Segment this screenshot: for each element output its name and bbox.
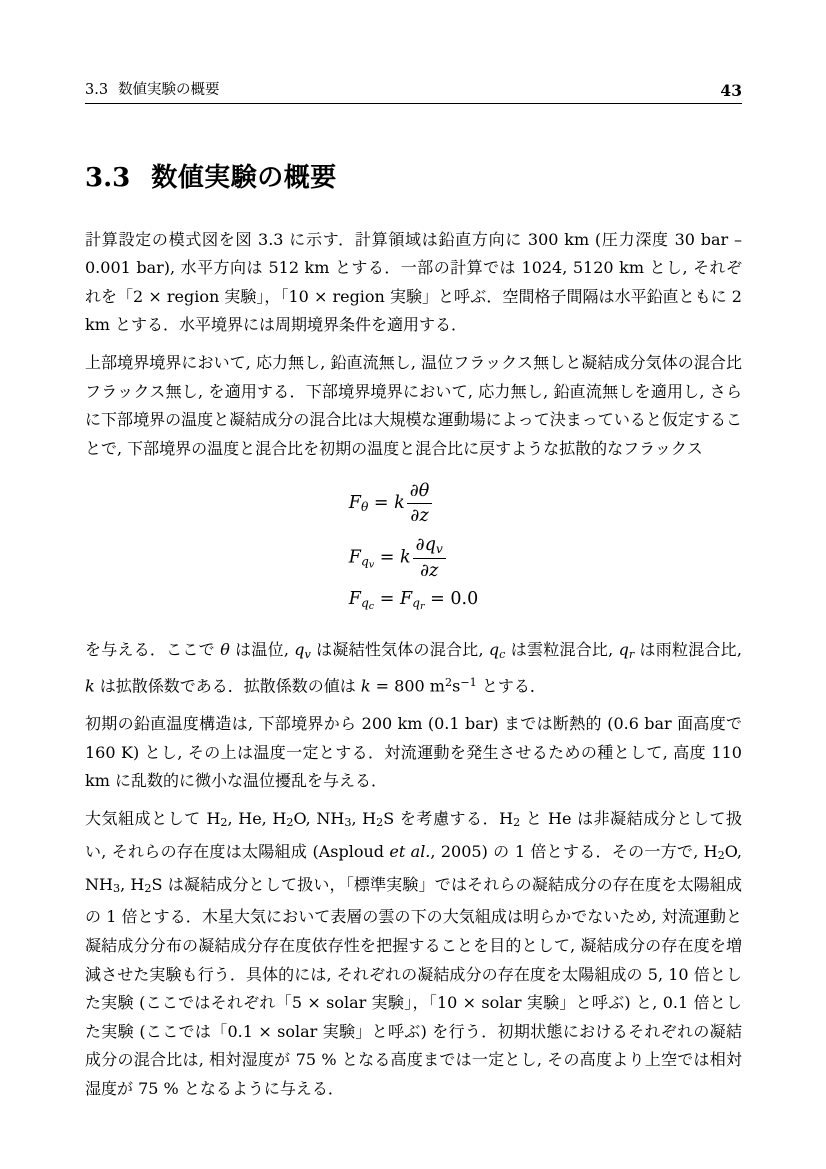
text-segment: q: [360, 595, 369, 610]
text-segment: S を考慮する．H: [383, 808, 514, 828]
text-segment: q: [360, 554, 369, 569]
text-segment: , He, H: [227, 808, 287, 828]
paragraph-flux-variables: [85, 636, 742, 702]
running-header: [85, 82, 742, 104]
equation-group: [349, 473, 478, 619]
text-segment: k: [85, 676, 95, 696]
text-segment: 2: [513, 816, 521, 830]
paragraph-atmospheric-composition: [85, 805, 742, 1104]
text-segment: を与える．ここで: [85, 639, 221, 659]
text-segment: =: [368, 493, 395, 514]
text-segment: は拡散係数である．拡散係数の値は: [94, 676, 361, 696]
paragraph-computation-settings: [85, 226, 742, 340]
text-segment: q: [618, 639, 629, 659]
text-segment: O, NH: [85, 841, 742, 894]
text-segment: O, NH: [293, 808, 345, 828]
text-segment: 大気組成として H: [85, 808, 221, 828]
text-segment: 2: [144, 881, 152, 895]
running-header-section-title: 数値実験の概要: [118, 82, 220, 99]
text-segment: , H: [120, 874, 145, 894]
text-segment: , H: [351, 808, 377, 828]
text-segment: ∂z: [410, 506, 429, 527]
fraction-numerator: [413, 535, 446, 559]
section-heading: [85, 162, 742, 195]
text-segment: F: [348, 547, 361, 568]
paragraph-boundary-conditions: [85, 349, 742, 463]
fraction-denominator: [413, 559, 446, 581]
text-segment: k: [400, 547, 411, 568]
text-segment: −1: [460, 676, 477, 690]
text-segment: = 800 m: [370, 676, 445, 696]
text-segment: 2: [376, 816, 384, 830]
equation-flux-qc-qr: [349, 589, 478, 612]
text-segment: と He は非凝結成分として扱い, それらの存在度は太陽組成 (Asploud: [85, 808, 742, 861]
fraction: [407, 481, 433, 526]
text-segment: ∂z: [420, 560, 439, 581]
text-segment: 2: [717, 849, 725, 863]
text-segment: et al.: [389, 841, 431, 861]
text-segment: q: [488, 639, 500, 659]
text-segment: k: [360, 676, 371, 696]
text-segment: ∂θ: [409, 481, 430, 502]
text-segment: c: [499, 647, 506, 661]
text-segment: c: [368, 600, 375, 612]
text-segment: v: [435, 541, 443, 556]
text-segment: は雨粒混合比,: [634, 639, 742, 659]
text-segment: , 2005) の 1 倍とする．その一方で, H: [430, 841, 718, 861]
text-segment: = 0.0: [424, 588, 479, 609]
text-segment: S は凝結成分として扱い，「標準実験」ではそれらの凝結成分の存在度を太陽組成の 1 倍とする．木星大気において表層の雲の下の大気組成は明らかでないため, 対流運動と凝結成分分布の凝結成分存在度依存性を把握することを目的として, 凝結成分の存在度を増減させた実験も行う．具体的には, それぞれの凝結成分の存在度を太陽組成の 5, 10 倍とした実験 (ここではそれぞれ「5 × solar 実験」，「10 × solar 実験」と呼ぶ) と, 0.1 倍とした実験 (ここでは「0.1 × solar 実験」と呼ぶ) を行う．初期状態におけるそれぞれの凝結成分の混合比は, 相対湿度が 75 % となる高度までは一定とし, その高度より上空では相対湿度が 75 % となるように与える．: [85, 874, 742, 1099]
text-segment: 2: [444, 676, 453, 690]
text-segment: θ: [360, 500, 369, 515]
running-header-section: [85, 83, 220, 99]
fraction-numerator: [407, 481, 433, 504]
text-segment: とする．: [476, 676, 546, 696]
text-segment: =: [374, 547, 401, 568]
paragraph-initial-temperature: [85, 710, 742, 796]
text-segment: r: [419, 600, 425, 612]
running-header-section-number: 3.3: [85, 82, 109, 99]
page-number: 43: [720, 81, 742, 100]
text-segment: q: [412, 595, 420, 610]
text-segment: v: [368, 559, 375, 570]
text-segment: 3: [112, 881, 121, 895]
text-segment: q: [294, 639, 305, 659]
text-segment: は雲粒混合比,: [505, 639, 619, 659]
text-segment: =: [374, 588, 400, 609]
equation-flux-qv: [349, 535, 478, 581]
text-segment: F: [348, 493, 361, 514]
equation-block: [85, 473, 742, 619]
text-segment: 初期の鉛直温度構造は, 下部境界から 200 km (0.1 bar) までは断熱的 (0.6 bar 面高度で 160 K) とし, その上は温度一定とする．対流運動を発生させるための種として, 高度 110 km に乱数的に微小な温位擾乱を与える．: [85, 714, 742, 791]
text-segment: r: [628, 647, 635, 661]
section-title: 数値実験の概要: [151, 163, 337, 194]
text-segment: F: [399, 588, 413, 609]
text-segment: s: [452, 676, 461, 696]
equation-flux-theta: [349, 481, 478, 526]
text-segment: F: [348, 588, 361, 609]
text-segment: v: [304, 647, 311, 661]
text-segment: は温位,: [229, 639, 295, 659]
text-segment: 2: [286, 816, 294, 830]
text-segment: k: [394, 493, 405, 514]
fraction: [413, 535, 446, 581]
text-segment: 計算設定の模式図を図 3.3 に示す．計算領域は鉛直方向に 300 km (圧力深度 30 bar – 0.001 bar), 水平方向は 512 km とする．一部の計算では 1024, 5120 km とし, それぞれを「2 × region 実験」，「10 × region 実験」と呼ぶ．空間格子間隔は水平鉛直ともに 2 km とする．水平境界には周期境界条件を適用する．: [85, 229, 742, 335]
fraction-denominator: [407, 504, 433, 526]
text-segment: 3: [344, 816, 352, 830]
text-segment: 上部境界境界において, 応力無し, 鉛直流無し, 温位フラックス無しと凝結成分気体の混合比フラックス無し, を適用する．下部境界境界において, 応力無し, 鉛直流無しを適用し, さらに下部境界の温度と凝結成分の混合比は大規模な運動場によって決まっていると仮定することで, 下部境界の温度と混合比を初期の温度と混合比に戻すような拡散的なフラックス: [85, 352, 742, 458]
text-segment: ∂q: [415, 534, 436, 555]
text-segment: θ: [220, 639, 230, 659]
text-segment: は凝結性気体の混合比,: [310, 639, 489, 659]
text-segment: 2: [220, 816, 228, 830]
section-number: 3.3: [85, 163, 131, 194]
